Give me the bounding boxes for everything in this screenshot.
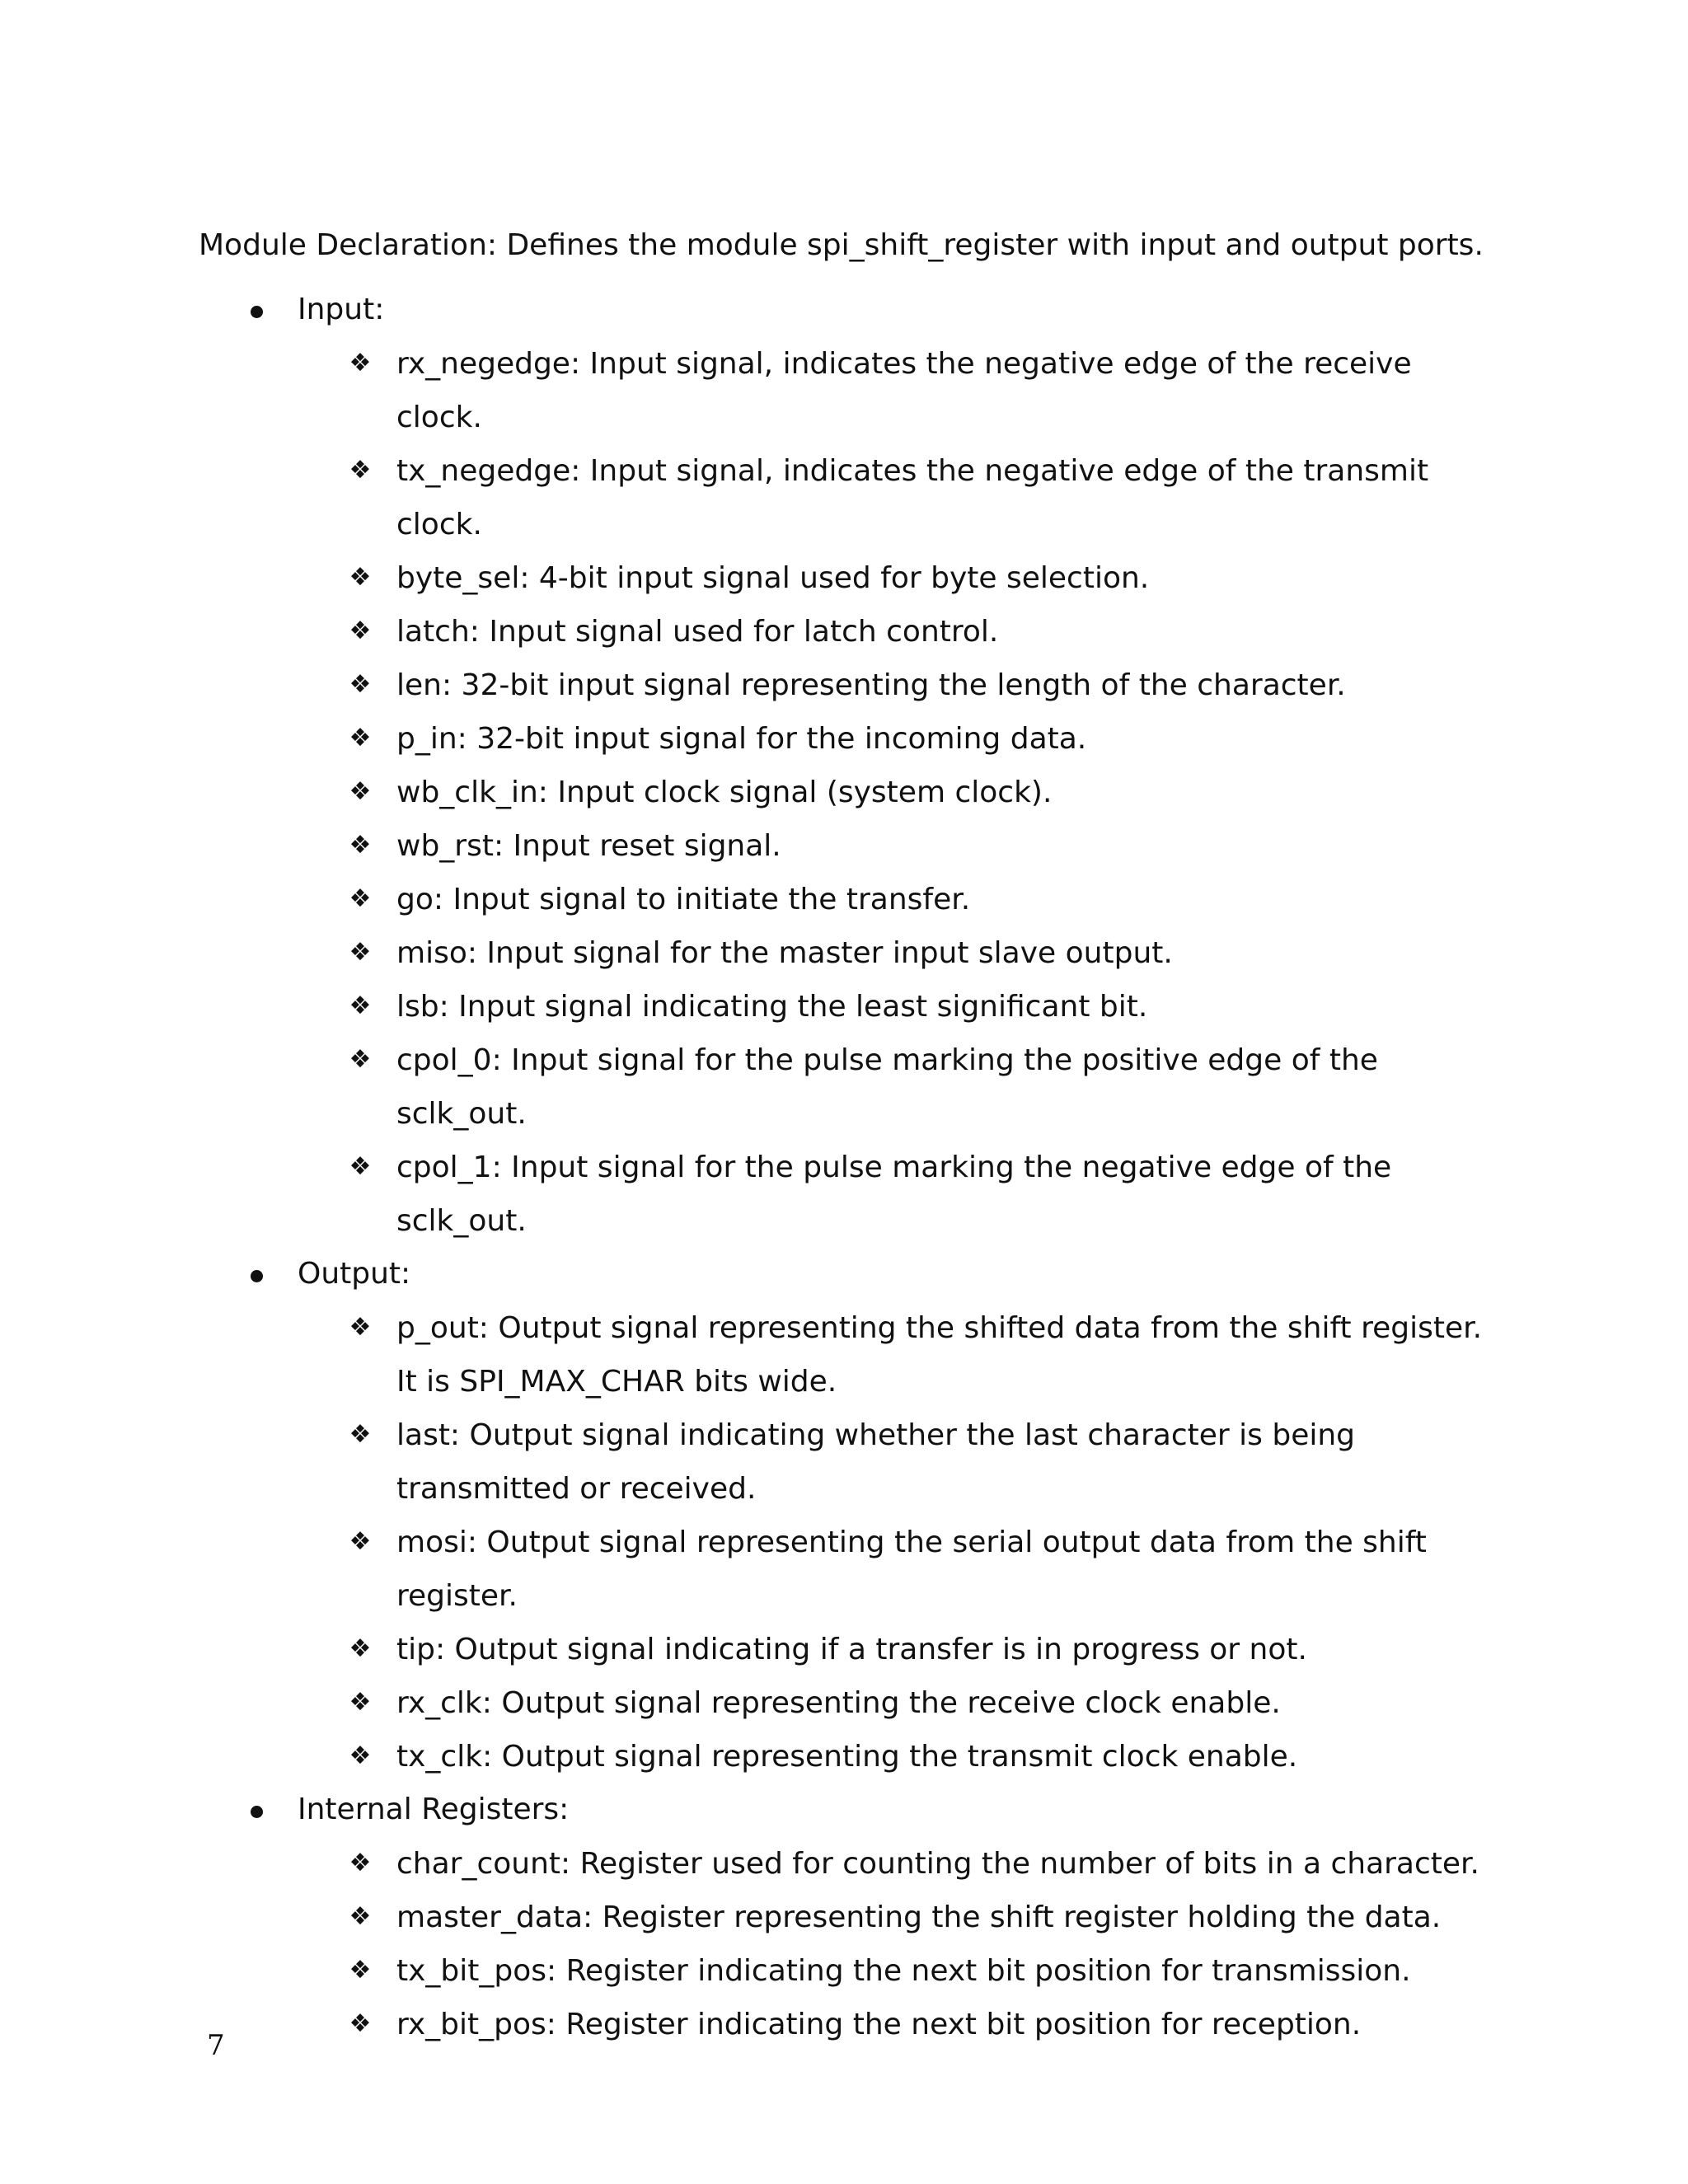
item-text: rx_clk: Output signal representing the receive clock enable. <box>396 1686 1281 1720</box>
diamond-bullet-icon: ❖ <box>349 1688 372 1717</box>
section-heading <box>0 1790 1688 1844</box>
module-declaration-text: Module Declaration: Defines the module spi_shift_register with input and output ports. <box>199 228 1484 262</box>
diamond-bullet-icon: ❖ <box>349 670 372 699</box>
list-item <box>0 558 1688 612</box>
diamond-bullet-icon: ❖ <box>349 616 372 645</box>
item-text: tx_bit_pos: Register indicating the next bit position for transmission. <box>396 1954 1411 1988</box>
item-text: rx_bit_pos: Register indicating the next bit position for reception. <box>396 2008 1362 2041</box>
list-item <box>0 1951 1688 2004</box>
internal-register-items <box>0 1844 1688 2058</box>
item-text: lsb: Input signal indicating the least significant bit. <box>396 990 1148 1024</box>
list-item <box>0 344 1688 451</box>
item-text: master_data: Register representing the shift register holding the data. <box>396 1900 1442 1934</box>
item-text: char_count: Register used for counting the number of bits in a character. <box>396 1847 1479 1881</box>
item-text: cpol_1: Input signal for the pulse marking the negative edge of the sclk_out. <box>396 1151 1392 1238</box>
diamond-bullet-icon: ❖ <box>349 456 372 485</box>
diamond-bullet-icon: ❖ <box>349 991 372 1020</box>
port-list <box>0 290 1688 2058</box>
section-input <box>0 290 1688 1254</box>
diamond-bullet-icon: ❖ <box>349 1956 372 1985</box>
list-item <box>0 1522 1688 1629</box>
bullet-dot-icon <box>251 306 263 318</box>
list-item <box>0 1040 1688 1147</box>
list-item <box>0 612 1688 665</box>
diamond-bullet-icon: ❖ <box>349 2009 372 2038</box>
section-heading <box>0 290 1688 344</box>
item-text: latch: Input signal used for latch control. <box>396 615 999 649</box>
item-text: cpol_0: Input signal for the pulse marking the positive edge of the sclk_out. <box>396 1043 1378 1131</box>
item-text: p_in: 32-bit input signal for the incoming data. <box>396 722 1087 756</box>
diamond-bullet-icon: ❖ <box>349 938 372 967</box>
list-item <box>0 2004 1688 2058</box>
section-label-input: Input: <box>298 293 385 326</box>
diamond-bullet-icon: ❖ <box>349 724 372 752</box>
section-label-internal-registers: Internal Registers: <box>298 1793 570 1826</box>
diamond-bullet-icon: ❖ <box>349 1634 372 1663</box>
item-text: tip: Output signal indicating if a transfer is in progress or not. <box>396 1633 1307 1666</box>
list-item <box>0 1415 1688 1522</box>
list-item <box>0 1844 1688 1897</box>
list-item <box>0 1147 1688 1254</box>
diamond-bullet-icon: ❖ <box>349 349 372 377</box>
input-items <box>0 344 1688 1254</box>
list-item <box>0 1736 1688 1790</box>
item-text: p_out: Output signal representing the shifted data from the shift register. It is SPI_MAX_CHAR bits wide. <box>396 1311 1483 1399</box>
item-text: tx_clk: Output signal representing the transmit clock enable. <box>396 1740 1298 1774</box>
item-text: mosi: Output signal representing the serial output data from the shift register. <box>396 1526 1427 1613</box>
item-text: len: 32-bit input signal representing the length of the character. <box>396 668 1346 702</box>
item-text: tx_negedge: Input signal, indicates the negative edge of the transmit clock. <box>396 454 1429 541</box>
item-text: last: Output signal indicating whether the last character is being transmitted or received. <box>396 1418 1356 1506</box>
diamond-bullet-icon: ❖ <box>349 884 372 913</box>
page-number: 7 <box>207 2029 225 2062</box>
diamond-bullet-icon: ❖ <box>349 1527 372 1556</box>
diamond-bullet-icon: ❖ <box>349 1741 372 1770</box>
output-items <box>0 1308 1688 1790</box>
list-item <box>0 1683 1688 1736</box>
section-label-output: Output: <box>298 1257 411 1291</box>
diamond-bullet-icon: ❖ <box>349 563 372 592</box>
list-item <box>0 1308 1688 1415</box>
item-text: wb_clk_in: Input clock signal (system clock). <box>396 776 1053 809</box>
diamond-bullet-icon: ❖ <box>349 1849 372 1877</box>
item-text: go: Input signal to initiate the transfer. <box>396 883 971 916</box>
section-internal-registers <box>0 1790 1688 2058</box>
list-item <box>0 451 1688 558</box>
diamond-bullet-icon: ❖ <box>349 1152 372 1181</box>
list-item <box>0 987 1688 1040</box>
list-item <box>0 879 1688 933</box>
diamond-bullet-icon: ❖ <box>349 1313 372 1342</box>
list-item <box>0 933 1688 987</box>
diamond-bullet-icon: ❖ <box>349 777 372 806</box>
list-item <box>0 772 1688 826</box>
diamond-bullet-icon: ❖ <box>349 1420 372 1449</box>
list-item <box>0 1629 1688 1683</box>
diamond-bullet-icon: ❖ <box>349 831 372 860</box>
section-output <box>0 1254 1688 1790</box>
list-item <box>0 1897 1688 1951</box>
list-item <box>0 719 1688 772</box>
item-text: miso: Input signal for the master input slave output. <box>396 936 1173 970</box>
diamond-bullet-icon: ❖ <box>349 1902 372 1931</box>
item-text: byte_sel: 4-bit input signal used for byte selection. <box>396 561 1150 595</box>
item-text: rx_negedge: Input signal, indicates the negative edge of the receive clock. <box>396 347 1412 434</box>
list-item <box>0 665 1688 719</box>
bullet-dot-icon <box>251 1806 263 1818</box>
section-heading <box>0 1254 1688 1308</box>
diamond-bullet-icon: ❖ <box>349 1045 372 1074</box>
item-text: wb_rst: Input reset signal. <box>396 829 781 863</box>
bullet-dot-icon <box>251 1270 263 1282</box>
list-item <box>0 826 1688 879</box>
